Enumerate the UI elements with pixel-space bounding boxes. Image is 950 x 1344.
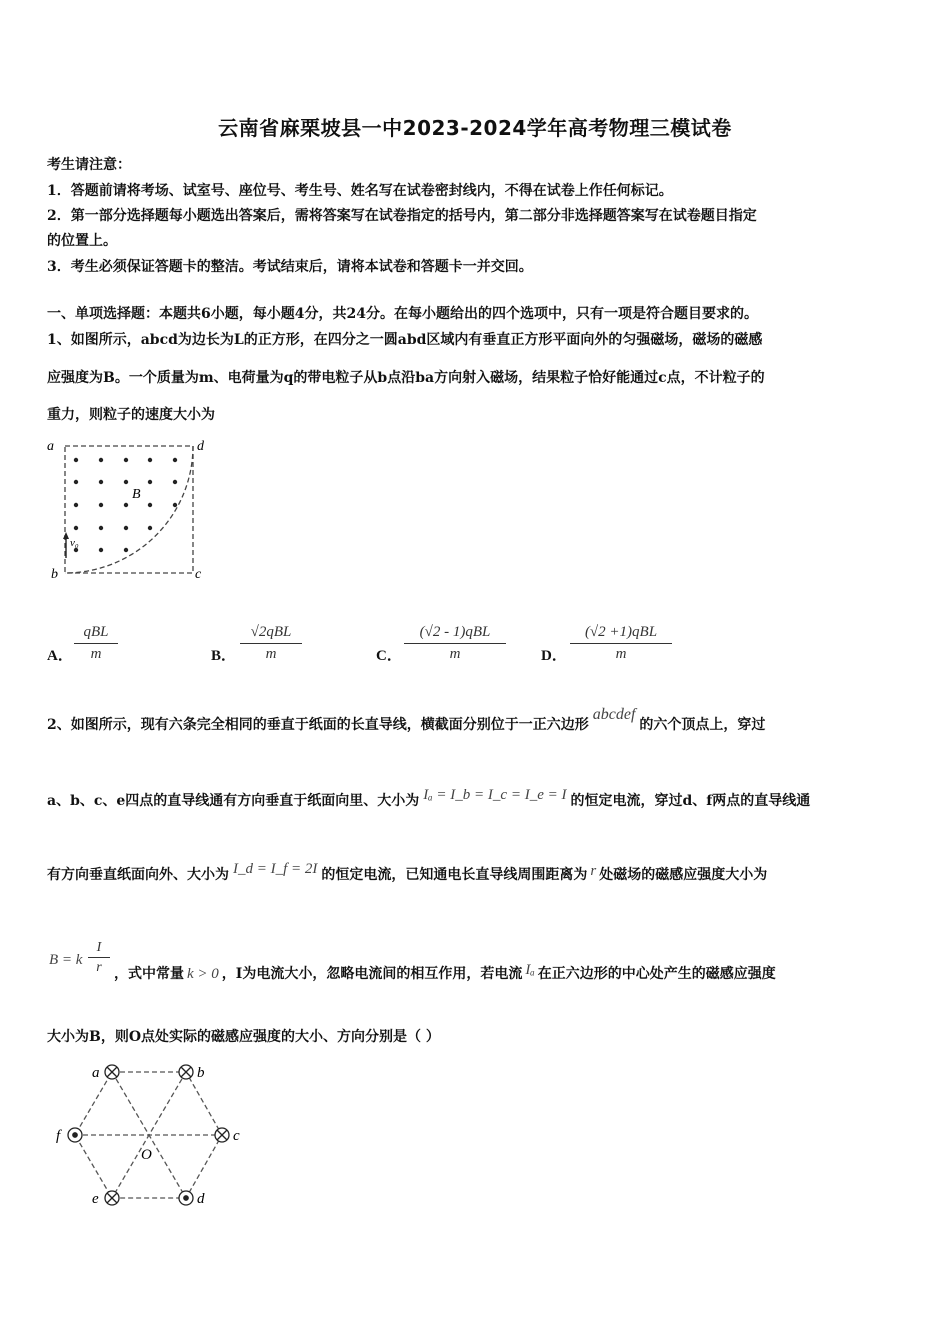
field-dots (74, 458, 177, 552)
notice-item: 2．第一部分选择题每小题选出答案后，需将答案写在试卷指定的括号内，第二部分非选择题答案写在试卷题目指定 (47, 208, 757, 224)
label-c: c (233, 1128, 240, 1144)
wire-e-cross-icon (105, 1191, 119, 1205)
label-B: B (132, 487, 141, 502)
q2-line: a、b、c、e四点的直导线通有方向垂直于纸面向里、大小为 Iₐ = I_b = I_c = I_e = I 的恒定电流，穿过d、f两点的直导线通 (47, 787, 811, 809)
label-e: e (92, 1191, 99, 1207)
q2-figure (50, 1058, 250, 1208)
label-O: O (141, 1147, 152, 1163)
notice-item: 1．答题前请将考场、试室号、座位号、考生号、姓名写在试卷密封线内，不得在试卷上作任何标记。 (47, 183, 673, 199)
page-title: 云南省麻栗坡县一中2023-2024学年高考物理三模试卷 (218, 116, 732, 140)
wire-b-cross-icon (179, 1065, 193, 1079)
label-d: d (197, 1191, 205, 1207)
label-a: a (92, 1065, 100, 1081)
option-c-value[interactable]: (√2 - 1)qBL m (404, 624, 506, 663)
label-a: a (47, 439, 54, 454)
label-c: c (195, 567, 202, 582)
notice-item: 的位置上。 (47, 233, 117, 249)
option-a-value[interactable]: qBL m (74, 624, 118, 663)
option-d-value[interactable]: (√2 +1)qBL m (570, 624, 672, 663)
label-d: d (197, 439, 204, 454)
wire-a-cross-icon (105, 1065, 119, 1079)
wire-f-dot-icon (68, 1128, 82, 1142)
q2-line: ，式中常量 k > 0 ，I为电流大小，忽略电流间的相互作用，若电流 Iₐ 在正六边形的中心处产生的磁感应强度 (114, 962, 776, 982)
square-outline (65, 446, 193, 573)
option-d-label[interactable]: D． (541, 648, 567, 664)
option-b-label[interactable]: B． (211, 648, 237, 664)
option-b-value[interactable]: √2qBL m (240, 624, 302, 663)
section-heading: 一、单项选择题：本题共6小题，每小题4分，共24分。在每小题给出的四个选项中，只有一项是符合题目要求的。 (47, 306, 758, 322)
q2-line: 有方向垂直纸面向外、大小为 I_d = I_f = 2I 的恒定电流，已知通电长直导线周围距离为 r 处磁场的磁感应强度大小为 (47, 861, 768, 883)
q1-figure (44, 432, 224, 582)
quarter-arc (65, 446, 193, 573)
q2-line: 大小为B，则O点处实际的磁感应强度的大小、方向分别是（ ） (47, 1029, 440, 1045)
option-c-label[interactable]: C． (376, 648, 402, 664)
label-b: b (51, 567, 58, 582)
q2-formula-frac: $\frac{I}{r}$ (88, 940, 110, 976)
q1-line: 重力，则粒子的速度大小为 (47, 407, 215, 423)
q1-line: 1、如图所示，abcd为边长为L的正方形，在四分之一圆abd区域内有垂直正方形平面向外的匀强磁场，磁场的磁感 (47, 332, 763, 348)
q2-formula-B: B = k (49, 952, 83, 968)
option-a-label[interactable]: A． (47, 648, 73, 664)
q2-line: 2、如图所示，现有六条完全相同的垂直于纸面的长直导线，横截面分别位于一正六边形abcdef的六个顶点上，穿过 (47, 706, 766, 733)
wire-d-dot-icon (179, 1191, 193, 1205)
notice-item: 3．考生必须保证答题卡的整洁。考试结束后，请将本试卷和答题卡一并交回。 (47, 259, 533, 275)
label-b: b (197, 1065, 205, 1081)
hexagon-lines (75, 1072, 222, 1198)
q1-line: 应强度为B。一个质量为m、电荷量为q的带电粒子从b点沿ba方向射入磁场，结果粒子恰好能通过c点，不计粒子的 (47, 370, 765, 386)
label-v0: v₀ (70, 537, 79, 549)
notice-heading: 考生请注意： (47, 157, 131, 173)
label-f: f (56, 1128, 61, 1144)
wire-c-cross-icon (215, 1128, 229, 1142)
